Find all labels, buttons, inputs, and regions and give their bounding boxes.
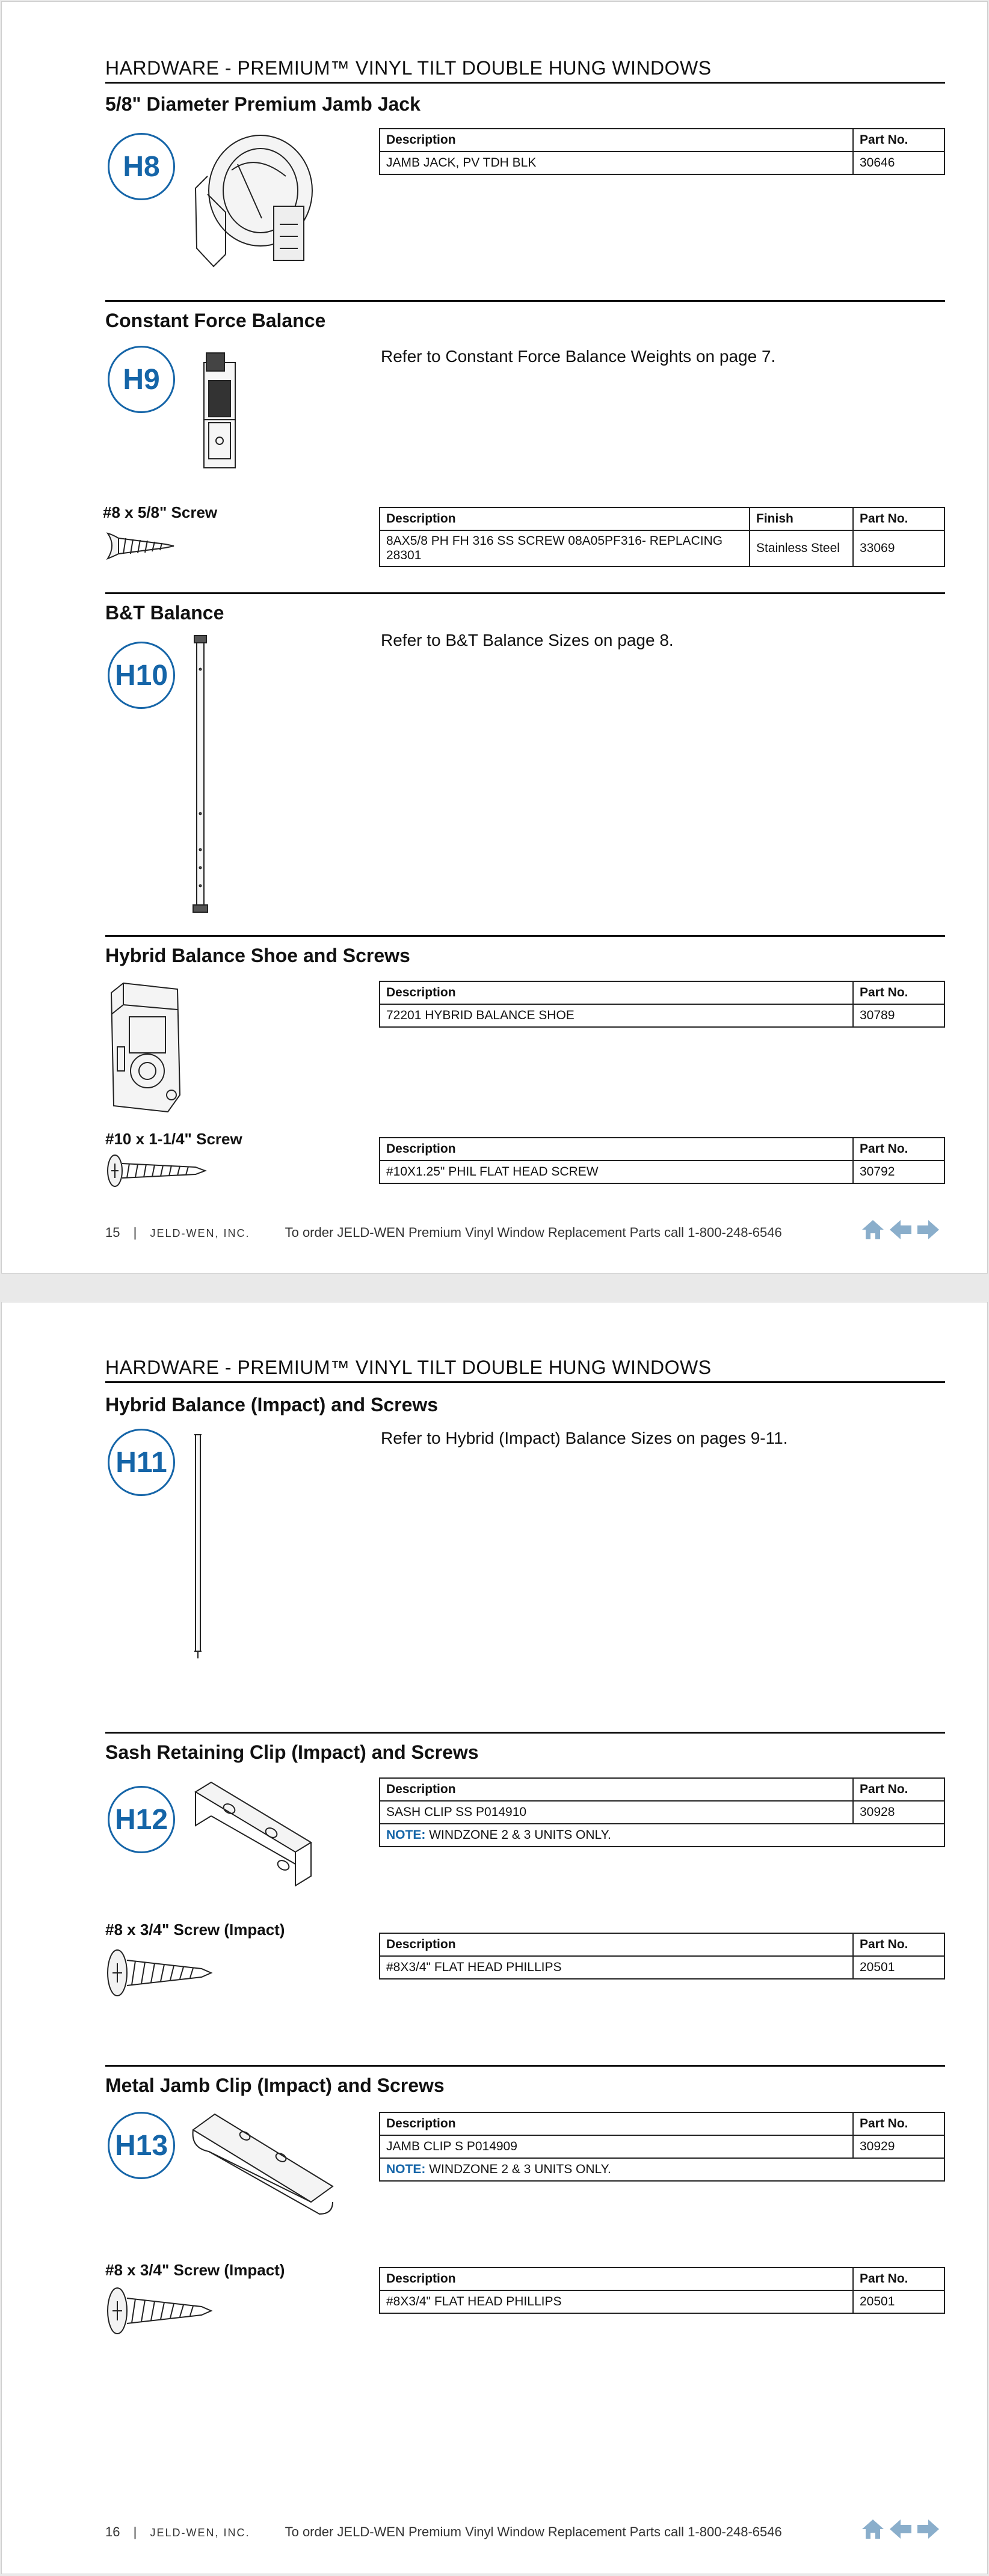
section-title-sash-retaining-clip: Sash Retaining Clip (Impact) and Screws: [105, 1741, 479, 1763]
footer-separator: |: [133, 1225, 137, 1240]
next-page-icon[interactable]: [916, 2518, 940, 2540]
col-header-part-no: Part No.: [853, 1933, 944, 1956]
page-heading: HARDWARE - PREMIUM™ VINYL TILT DOUBLE HUNG WINDOWS: [105, 1357, 945, 1383]
order-info: To order JELD-WEN Premium Vinyl Window Replacement Parts call 1-800-248-6546: [285, 1225, 782, 1240]
col-header-part-no: Part No.: [853, 1778, 944, 1801]
section-divider: [105, 935, 945, 937]
cell-part-no: 30646: [853, 152, 944, 174]
parts-table-h13: [379, 2112, 945, 2182]
page-heading: HARDWARE - PREMIUM™ VINYL TILT DOUBLE HUNG WINDOWS: [105, 57, 945, 84]
col-header-part-no: Part No.: [853, 981, 944, 1004]
home-icon[interactable]: [861, 2518, 885, 2540]
page-nav: [861, 2518, 940, 2540]
screw-title-hybrid: #10 x 1-1/4" Screw: [105, 1130, 242, 1148]
sash-retaining-clip-illustration: [193, 1780, 313, 1888]
cell-finish: Stainless Steel: [750, 530, 853, 566]
screw-title-h13: #8 x 3/4" Screw (Impact): [105, 2261, 285, 2279]
jamb-jack-illustration: [189, 128, 327, 272]
cell-part-no: 30789: [853, 1004, 944, 1027]
col-header-description: Description: [380, 1778, 853, 1801]
page-number: 15: [105, 1225, 120, 1240]
col-header-description: Description: [380, 1138, 853, 1161]
part-badge-h10: H10: [108, 642, 175, 709]
section-title-hybrid-balance-impact: Hybrid Balance (Impact) and Screws: [105, 1394, 439, 1415]
parts-table-h12-screw: [379, 1933, 945, 1980]
col-header-part-no: Part No.: [853, 1138, 944, 1161]
parts-table-hybrid-shoe: [379, 981, 945, 1028]
cell-description: #8X3/4" FLAT HEAD PHILLIPS: [380, 1956, 853, 1979]
col-header-part-no: Part No.: [853, 129, 944, 152]
parts-table-hybrid-screw: [379, 1137, 945, 1184]
part-badge-h12: H12: [108, 1786, 175, 1853]
section-divider: [105, 2065, 945, 2067]
cell-description: SASH CLIP SS P014910: [380, 1801, 853, 1824]
previous-page-icon[interactable]: [889, 1219, 913, 1240]
cell-description: #10X1.25" PHIL FLAT HEAD SCREW: [380, 1161, 853, 1183]
table-row: [380, 1801, 944, 1824]
constant-force-balance-illustration: [188, 351, 251, 471]
hybrid-balance-shoe-illustration: [105, 981, 186, 1115]
screw-title-h9: #8 x 5/8" Screw: [103, 503, 218, 521]
note-label: NOTE:: [386, 1828, 426, 1842]
screw-illustration: [105, 2285, 214, 2337]
col-header-description: Description: [380, 2112, 853, 2135]
parts-table-h8: [379, 128, 945, 175]
screw-illustration: [105, 1153, 208, 1189]
previous-page-icon[interactable]: [889, 2518, 913, 2540]
screw-illustration: [105, 1947, 214, 1999]
company-name: JELD-WEN, INC.: [150, 1227, 250, 1239]
cell-part-no: 30928: [853, 1801, 944, 1824]
hybrid-balance-impact-illustration: [191, 1432, 205, 1661]
table-row: [380, 1956, 944, 1979]
page-number: 16: [105, 2524, 120, 2539]
cell-part-no: 30929: [853, 2135, 944, 2158]
page-16: [1, 1302, 988, 2574]
col-header-description: Description: [380, 1933, 853, 1956]
note-label: NOTE:: [386, 2162, 426, 2176]
col-header-part-no: Part No.: [853, 2268, 944, 2290]
table-row: [380, 2290, 944, 2313]
footer-separator: |: [133, 2524, 137, 2539]
table-note-row: [380, 1824, 944, 1847]
cell-description: JAMB JACK, PV TDH BLK: [380, 152, 853, 174]
cell-description: #8X3/4" FLAT HEAD PHILLIPS: [380, 2290, 853, 2313]
screw-illustration: [105, 530, 176, 562]
page-footer: [105, 1225, 782, 1240]
parts-table-h9: [379, 507, 945, 567]
part-badge-h11: H11: [108, 1429, 175, 1496]
cell-part-no: 20501: [853, 1956, 944, 1979]
cell-description: 8AX5/8 PH FH 316 SS SCREW 08A05PF316- REPLACING 28301: [380, 530, 750, 566]
note-text: WINDZONE 2 & 3 UNITS ONLY.: [429, 2162, 611, 2176]
table-row: [380, 152, 944, 174]
table-row: [380, 530, 944, 566]
page-nav: [861, 1219, 940, 1240]
cell-description: JAMB CLIP S P014909: [380, 2135, 853, 2158]
part-badge-h13: H13: [108, 2112, 175, 2179]
section-title-constant-force-balance: Constant Force Balance: [105, 310, 326, 331]
cell-part-no: 33069: [853, 530, 944, 566]
company-name: JELD-WEN, INC.: [150, 2527, 250, 2539]
page-footer: [105, 2524, 782, 2540]
col-header-description: Description: [380, 508, 750, 530]
col-header-description: Description: [380, 2268, 853, 2290]
part-badge-h9: H9: [108, 346, 175, 413]
cell-description: 72201 HYBRID BALANCE SHOE: [380, 1004, 853, 1027]
parts-table-h12: [379, 1777, 945, 1847]
table-row: [380, 1004, 944, 1027]
col-header-finish: Finish: [750, 508, 853, 530]
section-title-metal-jamb-clip: Metal Jamb Clip (Impact) and Screws: [105, 2075, 445, 2096]
home-icon[interactable]: [861, 1219, 885, 1240]
cell-part-no: 30792: [853, 1161, 944, 1183]
col-header-description: Description: [380, 981, 853, 1004]
refer-text-h9: Refer to Constant Force Balance Weights on page 7.: [381, 347, 776, 366]
table-row: [380, 1161, 944, 1183]
section-title-hybrid-balance-shoe: Hybrid Balance Shoe and Screws: [105, 945, 410, 966]
metal-jamb-clip-illustration: [191, 2112, 335, 2220]
section-title-jamb-jack: 5/8" Diameter Premium Jamb Jack: [105, 93, 421, 115]
col-header-part-no: Part No.: [853, 2112, 944, 2135]
col-header-description: Description: [380, 129, 853, 152]
table-row: [380, 2135, 944, 2158]
section-divider: [105, 1732, 945, 1734]
screw-title-h12: #8 x 3/4" Screw (Impact): [105, 1921, 285, 1939]
order-info: To order JELD-WEN Premium Vinyl Window Replacement Parts call 1-800-248-6546: [285, 2524, 782, 2539]
note-text: WINDZONE 2 & 3 UNITS ONLY.: [429, 1828, 611, 1842]
bt-balance-illustration: [188, 633, 212, 916]
col-header-part-no: Part No.: [853, 508, 944, 530]
refer-text-h11: Refer to Hybrid (Impact) Balance Sizes on pages 9-11.: [381, 1429, 788, 1447]
section-divider: [105, 300, 945, 302]
table-note-row: [380, 2158, 944, 2181]
cell-part-no: 20501: [853, 2290, 944, 2313]
section-title-bt-balance: B&T Balance: [105, 602, 224, 624]
page-15: [1, 1, 988, 1274]
next-page-icon[interactable]: [916, 1219, 940, 1240]
refer-text-h10: Refer to B&T Balance Sizes on page 8.: [381, 631, 674, 649]
section-divider: [105, 592, 945, 594]
part-badge-h8: H8: [108, 133, 175, 200]
parts-table-h13-screw: [379, 2267, 945, 2314]
